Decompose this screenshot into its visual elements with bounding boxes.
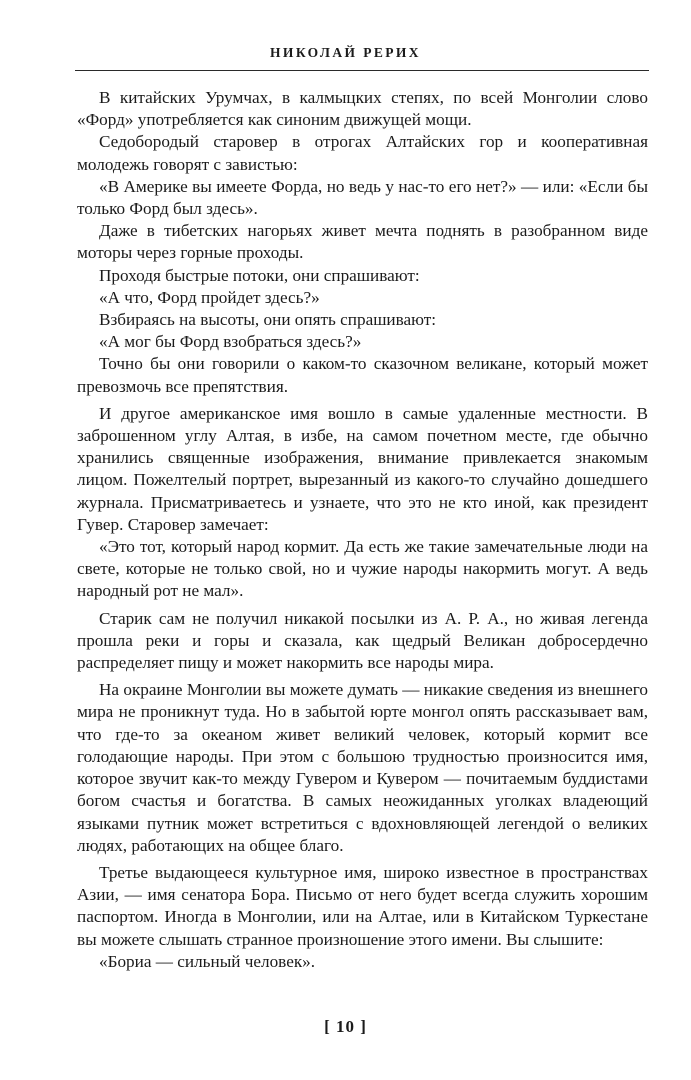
paragraph-14: Третье выдающееся культурное имя, широко известное в пространствах Азии, — имя сенатора Бора. Письмо от него будет всегда служить хорошим паспортом. Иногда в Монголии, или на Алтае, или в Китайском Туркестане вы можете слышать странное произношение этого имени. Вы слышите: xyxy=(77,862,648,949)
header-rule xyxy=(75,70,649,71)
paragraph-9: Точно бы они говорили о каком-то сказочном великане, который может превозмочь все препятствия. xyxy=(77,354,648,396)
paragraph-8: «А мог бы Форд взобраться здесь?» xyxy=(99,332,362,352)
paragraph-3: «В Америке вы имеете Форда, но ведь у нас-то его нет?» — или: «Если бы только Форд был здесь». xyxy=(77,176,648,219)
paragraph-2: Седобородый старовер в отрогах Алтайских гор и кооперативная молодежь говорят с завистью: xyxy=(77,132,648,174)
paragraph-10: И другое американское имя вошло в самые удаленные местности. В заброшенном углу Алтая, в избе, на самом почетном месте, где обычно хранились священные изображения, внимание привлекается знакомым лицом. Пожелтелый портрет, вырезанный из какого-то случайно дошедшего журнала. Присматриваетесь и узнаете, что это не кто иной, как президент Гувер. Старовер замечает: xyxy=(77,403,648,534)
paragraph-5: Проходя быстрые потоки, они спрашивают: xyxy=(99,265,420,285)
paragraph-12: Старик сам не получил никакой посылки из А. Р. А., но живая легенда прошла реки и горы и сказала, как щедрый Великан добросердечно распределяет пищу и может накормить все народы мира. xyxy=(77,608,648,673)
paragraph-1: В китайских Урумчах, в калмыцких степях, по всей Монголии слово «Форд» употребляется как синоним движущей мощи. xyxy=(77,88,648,130)
paragraph-7: Взбираясь на высоты, они опять спрашивают: xyxy=(99,310,437,330)
running-head: НИКОЛАЙ РЕРИХ xyxy=(270,45,421,60)
body-text xyxy=(77,87,648,973)
page-number: [ 10 ] xyxy=(324,1017,367,1036)
paragraph-6: «А что, Форд пройдет здесь?» xyxy=(99,287,320,307)
paragraph-11: «Это тот, который народ кормит. Да есть же такие замечательные люди на свете, которые не только свой, но и чужие народы накормить могут. А ведь народный рот не мал». xyxy=(77,537,648,601)
paragraph-4: Даже в тибетских нагорьях живет мечта поднять в разобранном виде моторы через горные проходы. xyxy=(77,221,648,263)
paragraph-13: На окраине Монголии вы можете думать — никакие сведения из внешнего мира не проникнут туда. Но в забытой юрте монгол опять рассказывает вам, что где-то за океаном живет великий человек, который кормит все голодающие народы. При этом с большою трудностью произносится имя, которое звучит как-то между Гувером и Кувером — почитаемым буддистами богом счастья и богатства. В самых неожиданных уголках владеющий языками путник может встретиться с вдохновляющей легендой о великих людях, работающих на общее благо. xyxy=(77,680,648,855)
paragraph-15: «Бориа — сильный человек». xyxy=(99,951,316,971)
